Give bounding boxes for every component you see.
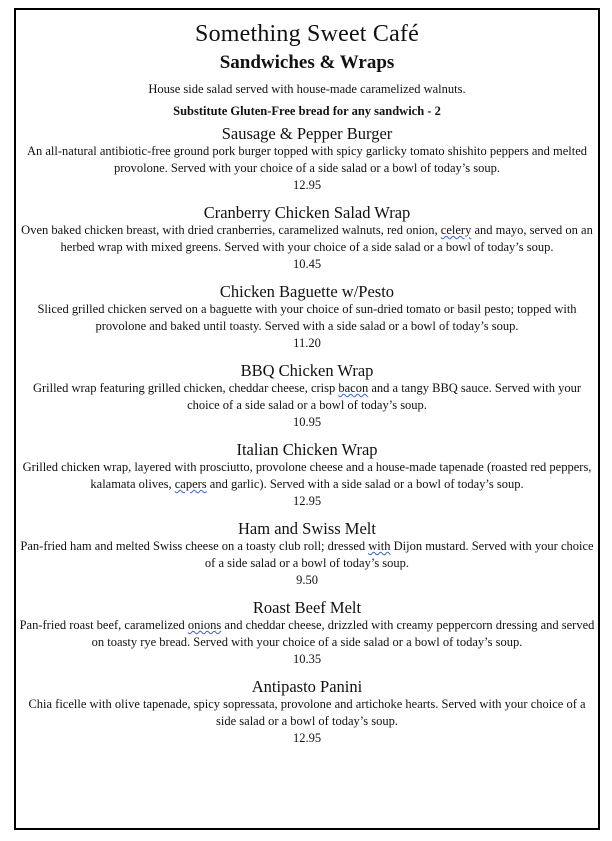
item-description	[16, 380, 598, 414]
item-description-text: and mayo, served on an herbed wrap with mixed greens. Served with your choice of a side salad or a bowl of today’s soup.	[60, 223, 593, 254]
item-description	[16, 538, 598, 572]
spellcheck-flagged-word: celery	[440, 223, 472, 237]
gluten-free-note: Substitute Gluten-Free bread for any sandwich - 2	[173, 104, 441, 118]
item-price: 12.95	[292, 178, 322, 192]
menu-items	[16, 124, 598, 747]
spellcheck-flagged-word: onions	[187, 618, 222, 632]
menu-item	[16, 124, 598, 194]
item-name: BBQ Chicken Wrap	[240, 361, 374, 380]
menu-item	[16, 203, 598, 273]
item-name: Cranberry Chicken Salad Wrap	[203, 203, 411, 222]
section-title: Sandwiches & Wraps	[219, 52, 395, 73]
item-description-text: Grilled chicken wrap, layered with prosciutto, provolone cheese and a house-made tapenade (roasted red peppers, kalamata olives,	[22, 460, 592, 491]
item-description-text: and garlic). Served with a side salad or a bowl of today’s soup.	[206, 477, 524, 491]
item-description-text: Pan-fried ham and melted Swiss cheese on a toasty club roll; dressed	[20, 539, 369, 553]
item-price: 9.50	[296, 573, 318, 587]
item-description-text: Pan-fried roast beef, caramelized	[19, 618, 188, 632]
item-description: Chia ficelle with olive tapenade, spicy sopressata, provolone and artichoke hearts. Served with your choice of a side salad or a bowl of today’s soup.	[28, 697, 586, 728]
item-description-text: Oven baked chicken breast, with dried cranberries, caramelized walnuts, red onion,	[21, 223, 441, 237]
cafe-name: Something Sweet Café	[195, 21, 419, 47]
item-name: Antipasto Panini	[251, 677, 363, 696]
item-description-text: Grilled wrap featuring grilled chicken, cheddar cheese, crisp	[32, 381, 339, 395]
item-price: 10.35	[292, 652, 322, 666]
salad-note: House side salad served with house-made caramelized walnuts.	[148, 82, 466, 96]
item-name: Ham and Swiss Melt	[238, 519, 376, 538]
item-price: 11.20	[293, 336, 321, 350]
item-price: 10.95	[292, 415, 322, 429]
menu-item	[16, 519, 598, 589]
item-description-text: Dijon mustard. Served with your choice of a side salad or a bowl of today’s soup.	[204, 539, 594, 570]
item-name: Italian Chicken Wrap	[236, 440, 378, 459]
spellcheck-flagged-word: with	[368, 539, 391, 553]
item-description: Sliced grilled chicken served on a baguette with your choice of sun-dried tomato or basil pesto; topped with provolone and baked until toasty. Served with a side salad or a bowl of today’s soup.	[37, 302, 577, 333]
item-description-text: and a tangy BBQ sauce. Served with your choice of a side salad or a bowl of today’s soup.	[187, 381, 582, 412]
item-name: Chicken Baguette w/Pesto	[219, 282, 395, 301]
menu-item	[16, 440, 598, 510]
item-description	[16, 459, 598, 493]
menu-item	[16, 282, 598, 352]
item-price: 10.45	[292, 257, 322, 271]
spellcheck-flagged-word: capers	[174, 477, 207, 491]
spellcheck-flagged-word: bacon	[338, 381, 369, 395]
item-description-text: and cheddar cheese, drizzled with creamy peppercorn dressing and served on toasty rye bread. Served with your choice of a side salad or a bowl of today’s soup.	[91, 618, 595, 649]
menu-page	[16, 20, 598, 747]
item-price: 12.95	[292, 731, 322, 745]
item-description	[16, 222, 598, 256]
menu-item	[16, 598, 598, 668]
item-name: Roast Beef Melt	[252, 598, 362, 617]
menu-item	[16, 677, 598, 747]
item-name: Sausage & Pepper Burger	[221, 124, 393, 143]
item-price: 12.95	[292, 494, 322, 508]
menu-item	[16, 361, 598, 431]
item-description	[16, 617, 598, 651]
item-description: An all-natural antibiotic-free ground pork burger topped with spicy garlicky tomato shishito peppers and melted provolone. Served with your choice of a side salad or a bowl of today’s soup.	[26, 144, 588, 175]
